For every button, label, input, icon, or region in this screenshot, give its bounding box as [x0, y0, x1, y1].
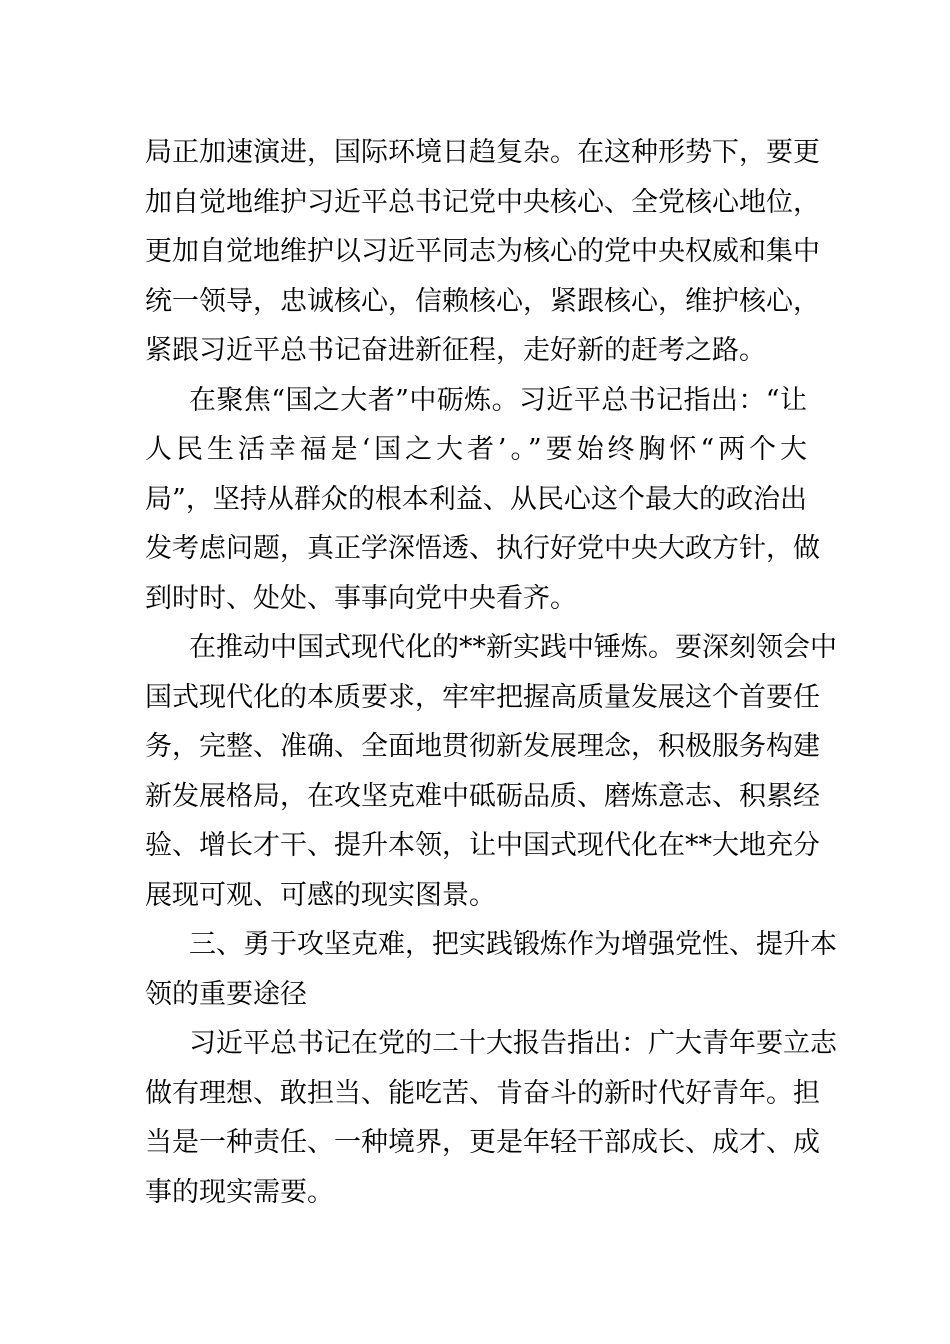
- text-line: 更加自觉地维护以习近平同志为核心的党中央权威和集中: [145, 236, 820, 267]
- text-line: 展现可观、可感的现实图景。: [145, 879, 496, 911]
- text-line: 新发展格局，在攻坚克难中砥砺品质、磨炼意志、积累经: [145, 780, 820, 812]
- section-heading-line: 领的重要途径: [145, 978, 307, 1010]
- paragraph-start-line: 在聚焦“国之大者”中砺炼。习近平总书记指出：“让: [189, 384, 807, 416]
- text-line: 局正加速演进，国际环境日趋复杂。在这种形势下，要更: [145, 137, 820, 168]
- text-line: 到时时、处处、事事向党中央看齐。: [145, 582, 577, 614]
- text-line: 加自觉地维护习近平总书记党中央核心、全党核心地位，: [145, 186, 820, 218]
- text-line: 人民生活幸福是‘国之大者’。”要始终胸怀“两个大: [145, 434, 807, 465]
- text-line: 发考虑问题，真正学深悟透、执行好党中央大政方针，做: [145, 533, 820, 564]
- paragraph-start-line: 习近平总书记在党的二十大报告指出：广大青年要立志: [189, 1028, 837, 1059]
- text-line: 统一领导，忠诚核心，信赖核心，紧跟核心，维护核心，: [145, 285, 820, 317]
- text-line: 局”，坚持从群众的根本利益、从民心这个最大的政治出: [145, 483, 807, 515]
- text-line: 国式现代化的本质要求，牢牢把握高质量发展这个首要任: [145, 681, 820, 713]
- text-line: 务，完整、准确、全面地贯彻新发展理念，积极服务构建: [145, 731, 820, 762]
- section-heading-line: 三、勇于攻坚克难，把实践锻炼作为增强党性、提升本: [189, 929, 837, 960]
- document-body: [145, 128, 837, 1217]
- text-line: 事的现实需要。: [145, 1176, 334, 1208]
- text-line: 当是一种责任、一种境界，更是年轻干部成长、成才、成: [145, 1127, 820, 1158]
- text-line: 验、增长才干、提升本领，让中国式现代化在**大地充分: [145, 830, 820, 861]
- text-line: 紧跟习近平总书记奋进新征程，走好新的赶考之路。: [145, 335, 766, 366]
- paragraph-start-line: 在推动中国式现代化的**新实践中锤炼。要深刻领会中: [189, 632, 837, 663]
- text-line: 做有理想、敢担当、能吃苦、肯奋斗的新时代好青年。担: [145, 1077, 820, 1109]
